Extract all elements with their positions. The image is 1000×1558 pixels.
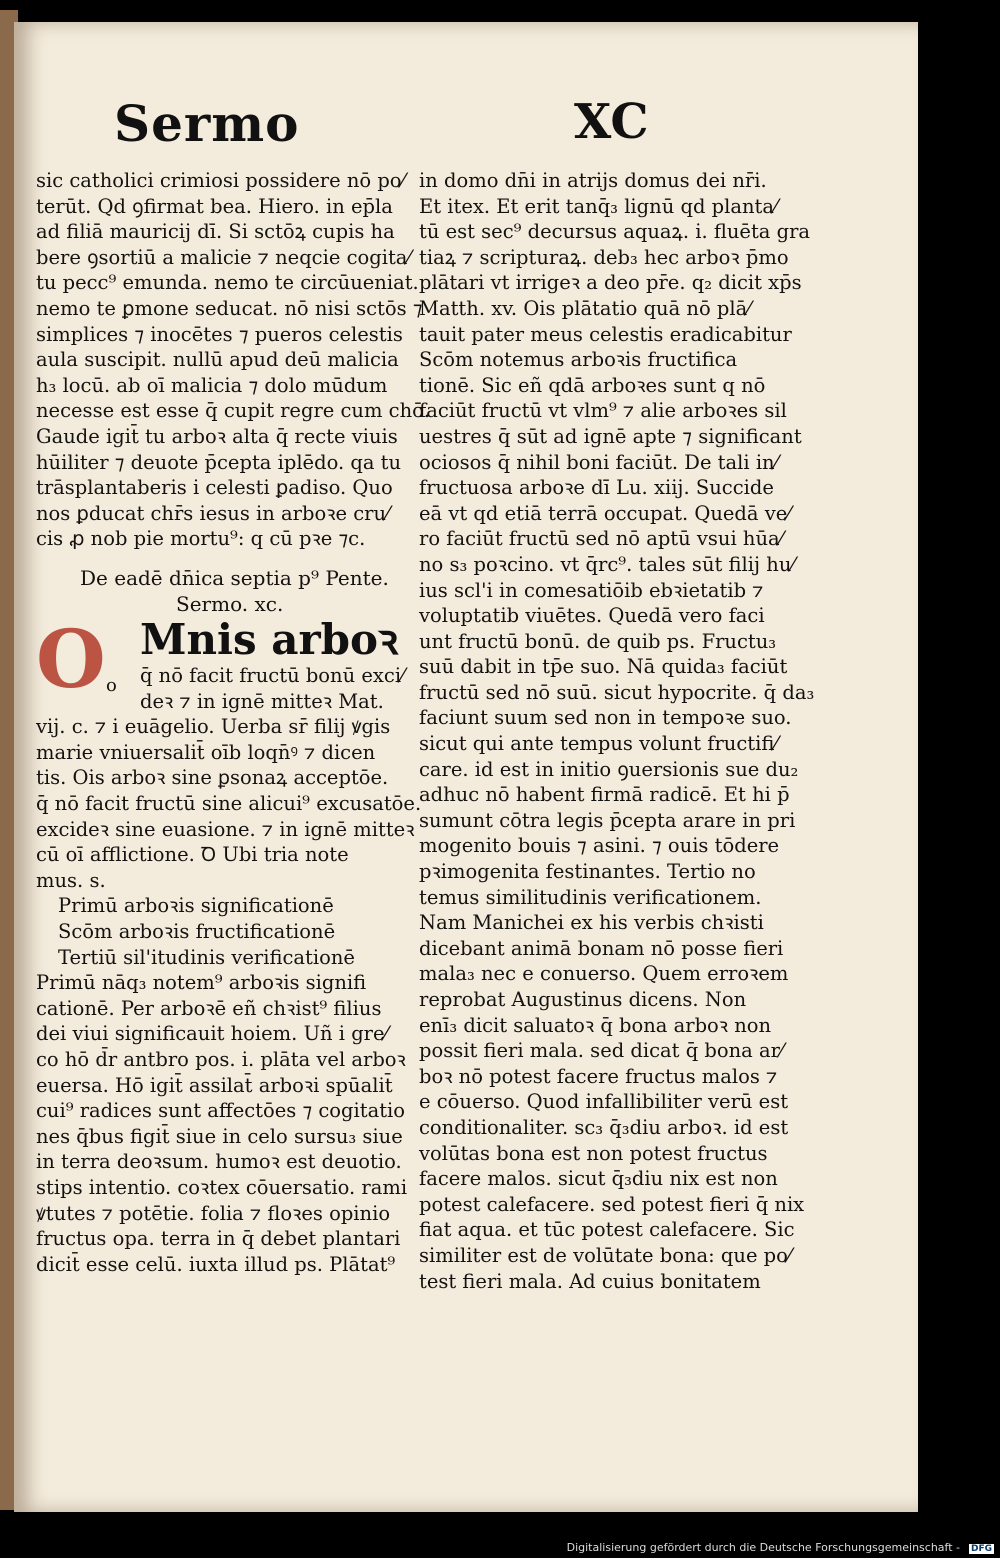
text-line: mogenito bouis ⁊ asini. ⁊ ouis tōdere	[419, 834, 780, 858]
running-header-folio: XC	[574, 94, 649, 150]
book-page	[14, 22, 918, 1512]
text-line: q̄ nō facit fructū bonū exci⁄	[140, 664, 405, 688]
running-header-left: Sermo	[114, 94, 300, 153]
text-line: suū dabit in tp̄e suo. Nā quida₃ faciūt	[419, 655, 788, 679]
text-line: trāsplantaberis i celesti ꝑadiso. Quo	[36, 476, 393, 500]
text-line: dicit̄ esse celū. iuxta illud ps. Plātat⁹	[36, 1252, 396, 1276]
text-line: cū oī afflictione. Ꝺ Ubi tria note	[36, 843, 349, 867]
text-line: uestres q̄ sūt ad ignē apte ⁊ significant	[419, 424, 802, 448]
text-line: euersa. Hō igit̄ assilat̄ arboꝛi spūalit̄	[36, 1073, 393, 1097]
paragraph-3	[36, 970, 406, 1277]
text-line: Gaude igit̄ tu arboꝛ alta q̄ recte viuis	[36, 424, 398, 448]
text-line: faciūt fructū vt vlm⁹ ⁊ alie arboꝛes sil	[419, 399, 787, 423]
text-line: aula suscipit. nullū apud deū malicia	[36, 348, 399, 372]
text-line: boꝛ nō potest facere fructus malos ⁊	[419, 1064, 778, 1088]
text-line: hūiliter ⁊ deuote p̄cepta iplēdo. qa tu	[36, 450, 402, 474]
text-line: stips intentio. coꝛtex cōuersatio. rami	[36, 1175, 408, 1199]
text-line: potest calefacere. sed potest fieri q̄ nix	[419, 1192, 805, 1216]
text-line: ociosos q̄ nihil boni faciūt. De tali in⁄	[419, 450, 778, 474]
text-line: cationē. Per arboꝛē eñ chꝛist⁹ filius	[36, 996, 382, 1020]
text-line: unt fructū bonū. de quib ps. Fructu₃	[419, 629, 777, 653]
text-line: Et itex. Et erit tanq̄₃ lignū qd planta⁄	[419, 194, 778, 218]
text-line: enī₃ dicit saluatoꝛ q̄ bona arboꝛ non	[419, 1013, 772, 1037]
text-line: sumunt cōtra legis p̄cepta arare in pri	[419, 808, 796, 832]
text-line: fructū sed nō suū. sicut hypocrite. q̄ da₃	[419, 680, 815, 704]
text-line: cui⁹ radices sunt affectōes ⁊ cogitatio	[36, 1099, 406, 1123]
list-line: Scōm arboꝛis fructificationē	[58, 920, 336, 944]
text-line: Scōm notemus arboꝛis fructifica	[419, 348, 738, 372]
text-line: fiat aqua. et tūc potest calefacere. Sic	[419, 1218, 795, 1242]
text-line: volūtas bona est non potest fructus	[419, 1141, 768, 1165]
text-line: h₃ locū. ab oī malicia ⁊ dolo mūdum	[36, 373, 388, 397]
text-line: in terra deoꝛsum. humoꝛ est deuotio.	[36, 1150, 402, 1174]
text-line: conditionaliter. sc₃ q̄₃diu arboꝛ. id est	[419, 1115, 789, 1139]
text-line: mala₃ nec e conuerso. Quem erroꝛem	[419, 962, 789, 986]
text-line: nemo te ꝑmone seducat. nō nisi sctōs ⁊	[36, 296, 423, 320]
text-line: nes q̄bus figit̄ siue in celo sursu₃ siue	[36, 1124, 403, 1148]
footer-bar	[0, 1514, 1000, 1558]
text-line: excideꝛ sine euasione. ⁊ in ignē mitteꝛ	[36, 817, 415, 841]
text-line: fructuosa arboꝛe dī Lu. xiij. Succide	[419, 476, 774, 500]
text-line: adhuc nō habent firmā radicē. Et hi p̄	[419, 783, 790, 807]
text-line: dei viui significauit hoiem. Uñ i gre⁄	[36, 1022, 388, 1046]
text-line: ꝟtutes ⁊ potētie. folia ⁊ floꝛes opinio	[36, 1201, 391, 1225]
text-line: simplices ⁊ inocētes ⁊ pueros celestis	[36, 322, 403, 346]
text-line: tiaꝝ ⁊ scripturaꝝ. deb₃ hec arboꝛ p̄mo	[419, 245, 789, 269]
text-line: nos ꝑducat chr̄s iesus in arboꝛe cru⁄	[36, 501, 390, 525]
left-column	[36, 168, 431, 1277]
text-line: care. id est in initio ꝯuersionis sue du₂	[419, 757, 799, 781]
text-line: cis ꝓ nob pie mortu⁹: q cū pꝛe ⁊c.	[36, 527, 366, 551]
list-line: Tertiū sil'itudinis verificationē	[58, 945, 355, 969]
text-line: facere malos. sicut q̄₃diu nix est non	[419, 1167, 778, 1191]
incipit: Mnis arboꝛ	[140, 615, 398, 665]
text-line: test fieri mala. Ad cuius bonitatem	[419, 1269, 761, 1293]
text-line: bere ꝯsortiū a malicie ⁊ neqcie cogita⁄	[36, 245, 411, 269]
text-line: possit fieri mala. sed dicat q̄ bona ar⁄	[419, 1039, 784, 1063]
text-line: necesse est esse q̄ cupit regre cum chō.	[36, 399, 431, 423]
text-line: tis. Ois arboꝛ sine ꝑsonaꝝ acceptōe.	[36, 766, 389, 790]
text-line: tionē. Sic eñ qdā arboꝛes sunt q nō	[419, 373, 766, 397]
text-line: mus. s.	[36, 868, 106, 892]
spacer	[36, 552, 406, 566]
text-line: marie vniuersalit̄ oīb loqn̄ꝰ ⁊ dicen	[36, 740, 376, 764]
text-line: in domo dn̄i in atrijs domus dei nr̄i.	[419, 169, 767, 192]
text-line: vij. c. ⁊ i euāgelio. Uerba sr̄ filij ꝟgis	[36, 715, 391, 739]
paragraph-1	[36, 168, 431, 552]
text-line: eā vt qd etiā terrā occupat. Quedā ve⁄	[419, 501, 791, 525]
right-column	[419, 168, 815, 1294]
text-line: ad filiā mauricij dī. Si sctōꝝ cupis ha	[36, 220, 395, 244]
sermon-heading: De eadē dn̄ica septia p⁹ Pente.	[80, 565, 389, 590]
text-line: tauit pater meus celestis eradicabitur	[419, 322, 792, 346]
guide-letter: o	[106, 675, 117, 697]
text-line: sic catholici crimiosi possidere nō po⁄	[36, 169, 405, 192]
text-line: pꝛimogenita festinantes. Tertio no	[419, 860, 756, 884]
text-line: temus similitudinis verificationem.	[419, 885, 762, 909]
division-list	[36, 893, 406, 970]
text-line: ius scl'i in comesatiōib ebꝛietatib ⁊	[419, 578, 764, 602]
text-line: e cōuerso. Quod infallibiliter verū est	[419, 1090, 789, 1114]
text-line: sicut qui ante tempus volunt fructifi⁄	[419, 732, 778, 756]
text-line: terūt. Qd ꝯfirmat bea. Hiero. in ep̄la	[36, 194, 393, 218]
sermon-number: Sermo. xc.	[176, 591, 284, 616]
text-line: dicebant animā bonam nō posse fieri	[419, 936, 784, 960]
text-line: deꝛ ⁊ in ignē mitteꝛ Mat.	[140, 689, 384, 713]
text-line: similiter est de volūtate bona: que po⁄	[419, 1243, 792, 1267]
text-line: no s₃ poꝛcino. vt q̄rc⁹. tales sūt filij hu⁄	[419, 552, 795, 576]
text-line: Nam Manichei ex his verbis chꝛisti	[419, 911, 764, 935]
text-line: co hō d̄r antbro pos. i. plāta vel arboꝛ	[36, 1048, 406, 1071]
text-line: plātari vt irrigeꝛ a deo pr̄e. q₂ dicit xp̄s	[419, 271, 802, 295]
rubricated-initial: O	[36, 612, 106, 707]
funding-credit: Digitalisierung gefördert durch die Deutsche Forschungsgemeinschaft -	[566, 1541, 960, 1554]
text-line: faciunt suum sed non in tempoꝛe suo.	[419, 706, 792, 730]
text-line: tū est sec⁹ decursus aquaꝝ. i. fluēta gra	[419, 220, 811, 244]
text-line: reprobat Augustinus dicens. Non	[419, 988, 747, 1011]
dfg-logo: DFG	[970, 1544, 992, 1554]
text-line: Matth. xv. Ois plātatio quā nō plā⁄	[419, 296, 751, 320]
text-line: fructus opa. terra in q̄ debet plantari	[36, 1227, 401, 1251]
initial-block	[36, 612, 422, 893]
list-line: Primū arboꝛis significationē	[58, 894, 334, 918]
text-line: Primū nāq₃ notem⁹ arboꝛis signifi	[36, 971, 367, 995]
text-line: tu pecc⁹ emunda. nemo te circūueniat.	[36, 271, 419, 295]
text-line: voluptatib viuētes. Quedā vero faci	[419, 604, 765, 628]
text-line: ro faciūt fructū sed nō aptū vsui hūa⁄	[419, 527, 783, 551]
text-line: q̄ nō facit fructū sine alicui⁹ excusatōe.	[36, 792, 422, 816]
